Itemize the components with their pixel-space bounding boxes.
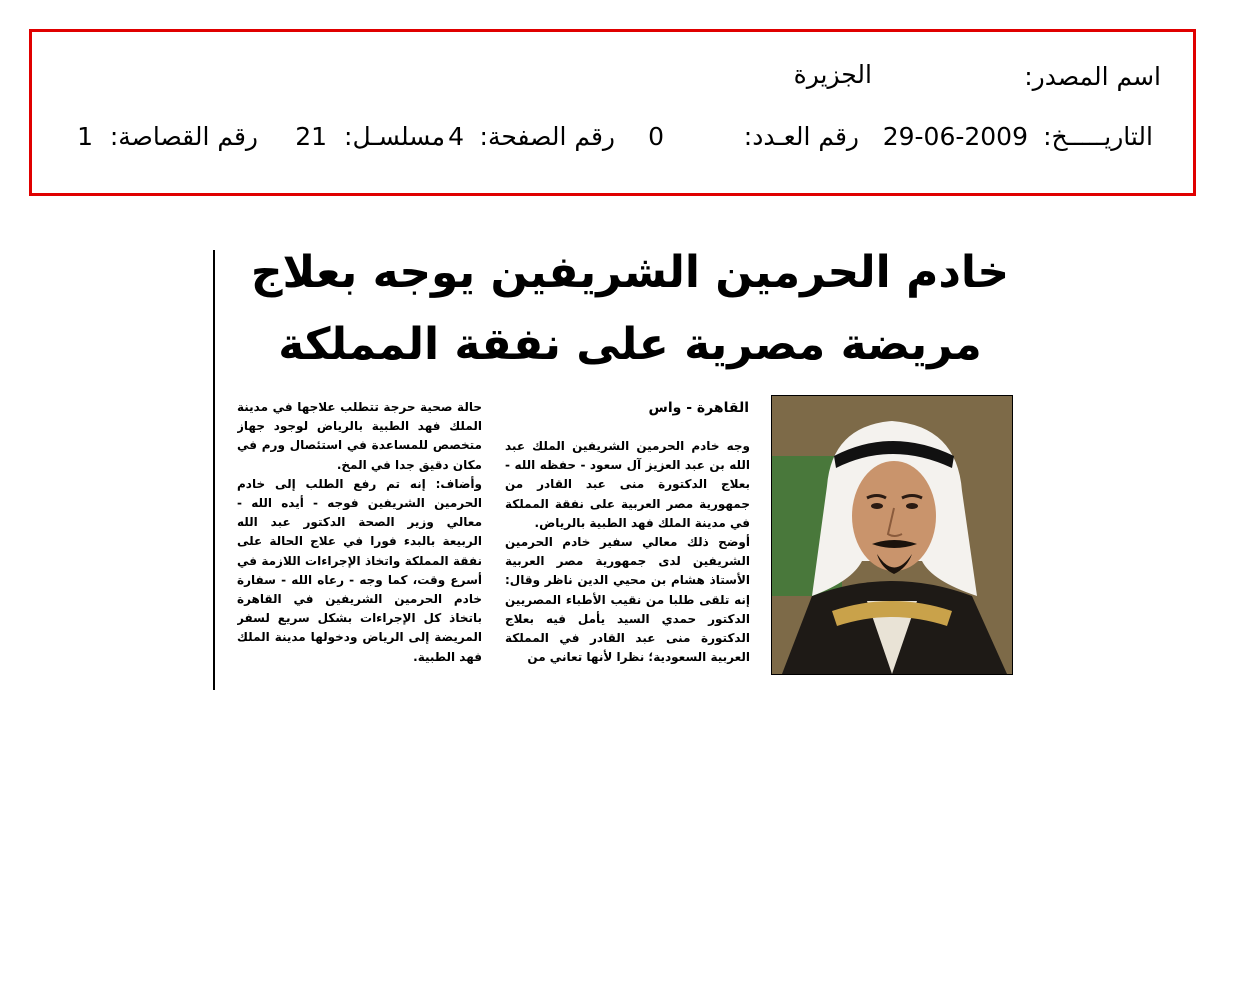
clipping-metadata-box	[29, 29, 1196, 196]
clip-value: 1	[77, 122, 93, 151]
page-label: رقم الصفحة:	[479, 122, 615, 151]
date-label: التاريـــــخ:	[1043, 122, 1153, 151]
issue-label: رقم العـدد:	[743, 122, 859, 151]
serial-label: مسلسـل:	[344, 122, 445, 151]
column-1-paragraph-2: أوضح ذلك معالي سفير خادم الحرمين الشريفين لدى جمهورية مصر العربية الأستاذ هشام بن محيي الدين ناظر وقال: إنه تلقى طلبا من نقيب الأطباء المصريين الدكتور حمدي السيد يأمل فيه بعلاج الدكتورة منى عبد القادر في المملكة العربية السعودية؛ نظرا لأنها تعاني من	[505, 535, 750, 665]
article-divider-line	[213, 250, 215, 690]
dateline: القاهرة - واس	[648, 400, 749, 416]
source-value: الجزيرة	[793, 60, 872, 89]
article-column-1	[505, 437, 750, 682]
page-value: 4	[448, 122, 464, 151]
column-2-paragraph-2: وأضاف: إنه تم رفع الطلب إلى خادم الحرمين الشريفين فوجه - أيده الله - معالي وزير الصحة الدكتور عبد الله الربيعة بالبدء فورا في علاج الحالة على نفقة المملكة واتخاذ الإجراءات اللازمة في أسرع وقت، كما وجه - رعاه الله - سفارة خادم الحرمين الشريفين في القاهرة باتخاذ كل الإجراءات بشكل سريع لسفر المريضة إلى الرياض ودخولها مدينة الملك فهد الطبية.	[237, 476, 482, 664]
issue-value: 0	[648, 122, 664, 151]
clip-label: رقم القصاصة:	[109, 122, 258, 151]
portrait-illustration	[772, 396, 1012, 674]
portrait-photo	[771, 395, 1013, 675]
headline-line-2: مريضة مصرية على نفقة المملكة	[278, 319, 982, 370]
column-1-paragraph-1: وجه خادم الحرمين الشريفين الملك عبد الله بن عبد العزيز آل سعود - حفظه الله - بعلاج الدكتورة منى عبد القادر من جمهورية مصر العربية على نفقة المملكة في مدينة الملك فهد الطبية بالرياض.	[505, 439, 750, 530]
serial-value: 21	[295, 122, 327, 151]
headline-line-1: خادم الحرمين الشريفين يوجه بعلاج	[250, 247, 1010, 298]
article-column-2	[237, 398, 482, 683]
column-2-paragraph-1: حالة صحية حرجة تتطلب علاجها في مدينة الملك فهد الطبية بالرياض لوجود جهاز متخصص للمساعدة في استئصال ورم في مكان دقيق جدا في المخ.	[237, 400, 482, 472]
date-value: 29-06-2009	[882, 122, 1028, 151]
source-label: اسم المصدر:	[1024, 62, 1161, 91]
